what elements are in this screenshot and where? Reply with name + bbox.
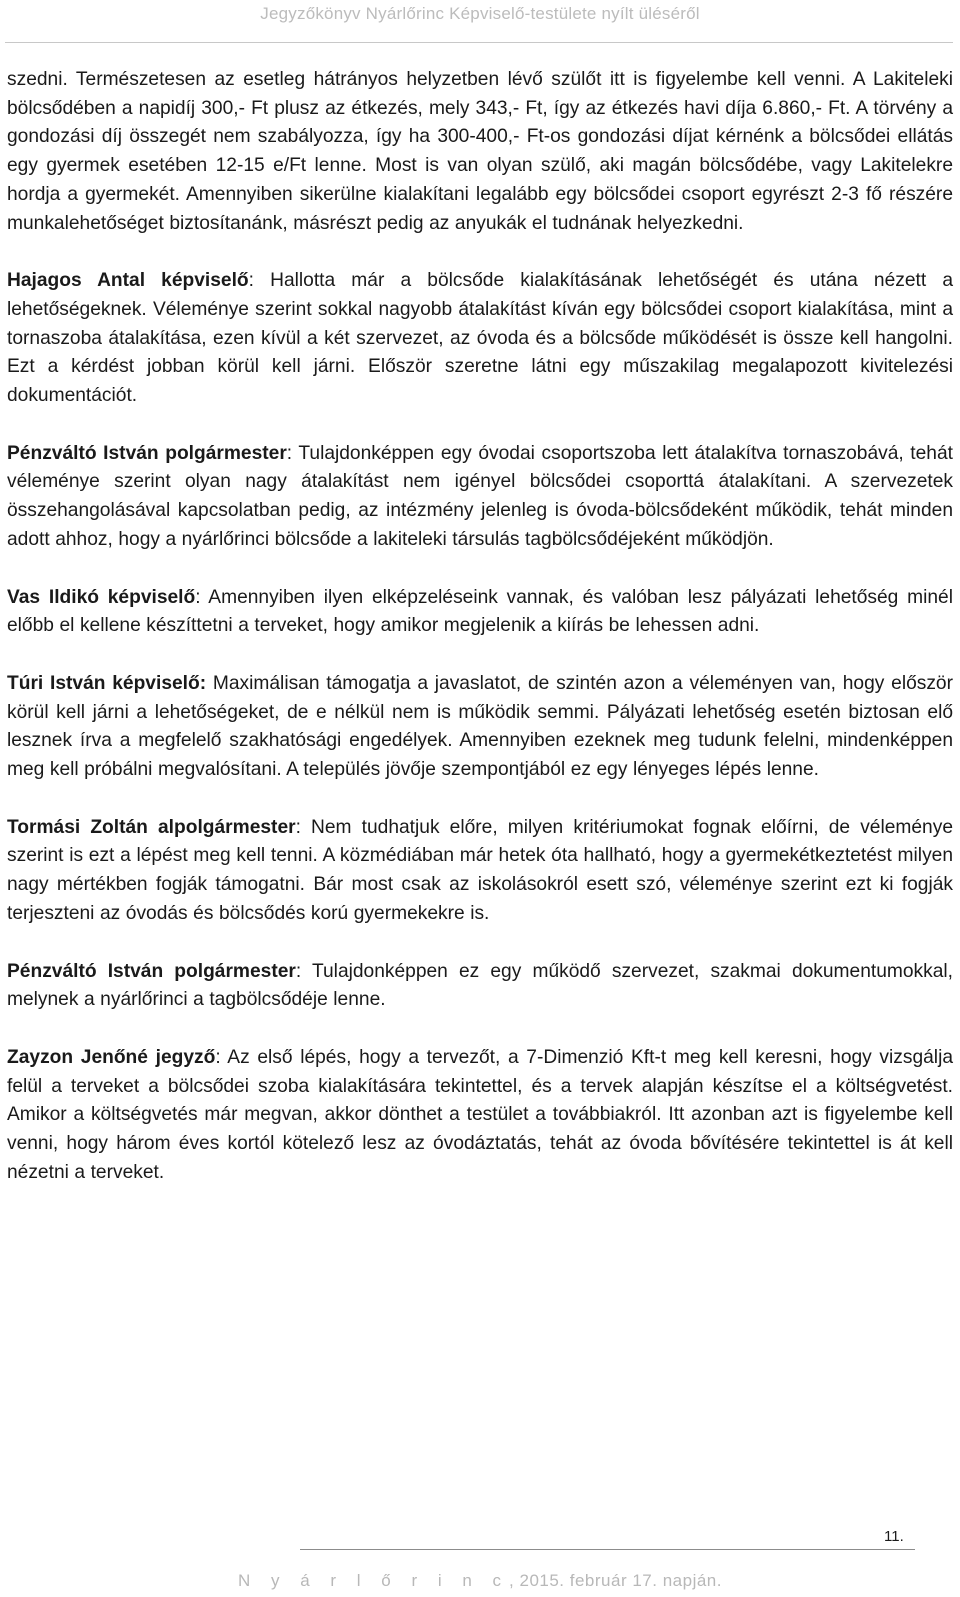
speaker-name: Pénzváltó István polgármester	[7, 442, 287, 464]
footer-place: N y á r l ő r i n c	[238, 1571, 510, 1590]
page-footer	[0, 1571, 960, 1591]
speaker-name: Pénzváltó István polgármester	[7, 960, 296, 982]
speaker-name: Zayzon Jenőné jegyző	[7, 1046, 216, 1068]
speaker-name: Hajagos Antal képviselő	[7, 270, 249, 292]
paragraph-penzvalto-2	[7, 958, 953, 1015]
paragraph-text: : Amennyiben ilyen elképzeléseink vannak, és valóban lesz pályázati lehetőség minél előbb el kellene készíttetni a terveket, hogy amikor megjelenik a kiírás be lehessen adni.	[7, 586, 953, 637]
paragraph-text: Maximálisan támogatja a javaslatot, de szintén azon a véleményen van, hogy először körül kell járni a lehetőségeket, de e nélkül nem is működik semmi. Pályázati lehetőség esetén biztosan elő lesznek írva a megfelelő szakhatósági engedélyek. Amennyiben ezeknek meg tudunk felelni, mindenképpen meg kell próbálni megvalósítani. A település jövője szempontjából ez egy lényeges lépés lenne.	[7, 672, 953, 781]
paragraph-text: : Hallotta már a bölcsőde kialakításának lehetőségét és utána nézett a lehetőségeknek. Véleménye szerint sokkal nagyobb átalakítást kíván egy bölcsődei csoport kialakítása, mint a tornaszoba átalakítása, ezen kívül a két szervezet, az óvoda és a bölcsőde működését is össze kell hangolni. Ezt a kérdést jobban körül kell járni. Először szeretne látni egy műszakilag megalapozott kivitelezési dokumentációt.	[7, 270, 953, 407]
footer-divider	[300, 1549, 915, 1550]
speaker-name: Vas Ildikó képviselő	[7, 586, 196, 608]
header-divider	[5, 42, 953, 43]
footer-date: , 2015. február 17. napján.	[509, 1571, 722, 1590]
paragraph-penzvalto-1	[7, 440, 953, 555]
page-number: 11.	[884, 1528, 904, 1545]
paragraph-tormasi	[7, 814, 953, 929]
paragraph-zayzon	[7, 1044, 953, 1188]
page-header	[0, 0, 960, 46]
speaker-name: Túri István képviselő:	[7, 672, 207, 694]
paragraph-vas	[7, 584, 953, 641]
paragraph-text: : Nem tudhatjuk előre, milyen kritériumokat fognak előírni, de véleménye szerint is ezt a lépést meg kell tenni. A közmédiában már hetek óta hallható, hogy a gyermekétkeztetést milyen nagy mértékben fogják támogatni. Bár most csak az iskolásokról esett szó, véleménye szerint ezt ki fogják terjeszteni az óvodás és bölcsődés korú gyermekekre is.	[7, 816, 953, 924]
paragraph-text: : Tulajdonképpen egy óvodai csoportszoba lett átalakítva tornaszobává, tehát véleménye szerint olyan nagy átalakítást nem igényel bölcsődei csoporttá átalakítani. A szervezetek összehangolásával kapcsolatban pedig, az intézmény jelenleg is óvoda-bölcsődeként működik, tehát minden adott ahhoz, hogy a nyárlőrinci bölcsőde a lakiteleki társulás tagbölcsődéjeként működjön.	[7, 442, 953, 550]
speaker-name: Tormási Zoltán alpolgármester	[7, 816, 296, 838]
paragraph-text: szedni. Természetesen az esetleg hátrányos helyzetben lévő szülőt itt is figyelembe kell venni. A Lakiteleki bölcsődében a napidíj 300,- Ft plusz az étkezés, mely 343,- Ft, így az étkezés havi díja 6.860,- Ft. A törvény a gondozási díj összegét nem szabályozza, így ha 300-400,- Ft-os gondozási díjat kérnénk a bölcsődei ellátás egy gyermek esetében 12-15 e/Ft lenne. Most is van olyan szülő, aki magán bölcsődébe, vagy Lakitelekre hordja a gyermekét. Amennyiben sikerülne kialakítani legalább egy bölcsődei csoport egyrészt 2-3 fő részére munkalehetőséget biztosítanánk, másrészt pedig az anyukák el tudnának helyezkedni.	[7, 69, 953, 234]
paragraph-continuation	[7, 66, 953, 238]
paragraph-text: : Tulajdonképpen ez egy működő szervezet, szakmai dokumentumokkal, melynek a nyárlőrinci a tagbölcsődéje lenne.	[7, 960, 953, 1011]
paragraph-turi	[7, 670, 953, 785]
paragraph-text: : Az első lépés, hogy a tervezőt, a 7-Dimenzió Kft-t meg kell keresni, hogy vizsgálja felül a terveket a bölcsődei szoba kialakítására tekintettel, és a tervek alapján készítse el a költségvetést. Amikor a költségvetés már megvan, akkor dönthet a testület a továbbiakról. Itt azonban azt is figyelembe kell venni, hogy három éves kortól kötelező lesz az óvodáztatás, tehát az óvoda bővítésére tekintettel is át kell nézetni a terveket.	[7, 1046, 954, 1183]
header-title: Jegyzőkönyv Nyárlőrinc Képviselő-testülete nyílt üléséről	[260, 4, 700, 23]
document-body	[7, 66, 953, 1217]
paragraph-hajagos	[7, 267, 953, 411]
